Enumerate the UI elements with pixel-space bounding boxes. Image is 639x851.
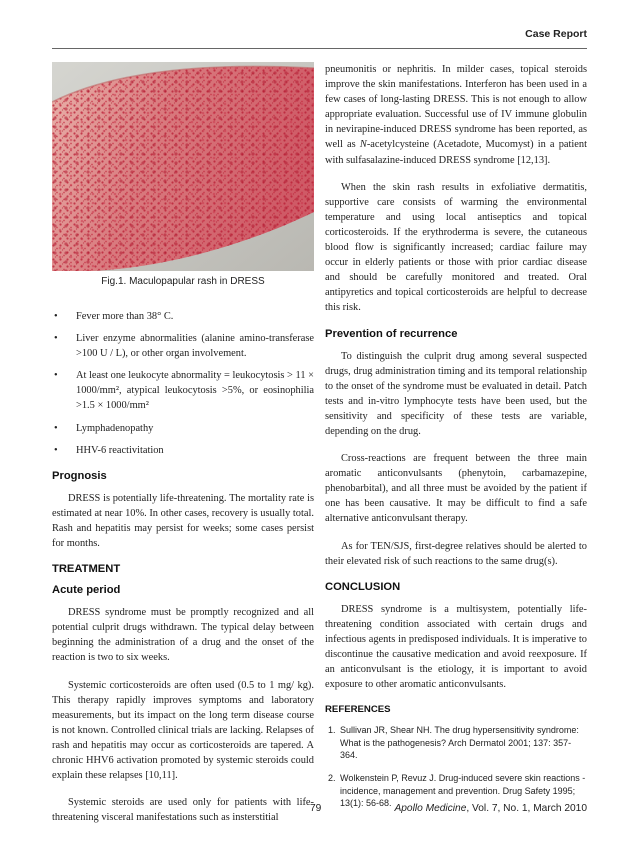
prevention-paragraph-1: To distinguish the culprit drug among several suspected drugs, drug administration timing and its temporal relationship to the onset of the syndrome must be evaluated in detail. Patch tests and in-vitro lymphocyte tests have been used, but the sensitivity and specificity of these tests are variable, depending on the drug. <box>325 350 587 437</box>
bullet-mark: • <box>54 444 58 456</box>
list-item: • Fever more than 38° C. <box>52 309 314 324</box>
rash-photo-illustration <box>52 62 314 271</box>
page-footer <box>52 803 587 817</box>
prognosis-heading: Prognosis <box>52 469 107 482</box>
acute-paragraph-1: DRESS syndrome must be promptly recognized and all potential culprit drugs withdrawn. The typical delay between beginning the administration of a drug and the onset of the reaction is two to six weeks. <box>52 607 314 664</box>
bullet-mark: • <box>54 333 58 345</box>
references-list <box>325 724 587 810</box>
list-item: • HHV-6 reactivitation <box>52 443 314 458</box>
page-number: 79 <box>310 803 322 814</box>
right-column <box>325 62 587 820</box>
acute-paragraph-2: Systemic corticosteroids are often used (0.5 to 1 mg/ kg). This therapy rapidly improves symptoms and laboratory measurements, but its impact on the long term disease course is not known. Controlled clinical trials are lacking. Relapses of rash and hepatitis may occur as corticosteroids are tapered. A chronic HHV6 activation promoted by systemic steroids could explain these relapses [10,11]. <box>52 679 314 782</box>
rash-photo <box>52 62 314 271</box>
reference-item: 1. Sullivan JR, Shear NH. The drug hypersensitivity syndrome: What is the pathogenesis? Arch Dermatol 2001; 137: 357-364. <box>328 725 579 761</box>
criteria-list <box>52 309 314 458</box>
list-item: • Liver enzyme abnormalities (alanine amino-transferase >100 U / L), or other organ involvement. <box>54 333 314 360</box>
list-item: • Lymphadenopathy <box>52 421 314 436</box>
header-rule <box>52 48 587 49</box>
prevention-heading: Prevention of recurrence <box>325 327 458 340</box>
section-label: Case Report <box>525 28 587 40</box>
list-item: • At least one leukocyte abnormality = leukocytosis > 11 × 1000/mm², atypical leukocytosis >5%, or eosinophilia >1.5 × 1000/mm² <box>54 370 314 412</box>
prevention-paragraph-3: As for TEN/SJS, first-degree relatives should be alerted to their elevated risk of such reactions to the same drug(s). <box>325 540 587 567</box>
left-column <box>52 62 314 837</box>
prevention-paragraph-2: Cross-reactions are frequent between the three main aromatic anticonvulsants (phenytoin, carbamazepine, phenobarbital), and all three must be avoided by the patient if one has been causative. It may be difficult to find a safe alternative anticonvulsant therapy. <box>325 453 587 525</box>
reference-item: 2. Wolkenstein P, Revuz J. Drug-induced severe skin reactions - incidence, management and prevention. Drug Safety 1995; 13(1): 56-68. <box>328 773 586 809</box>
bullet-mark: • <box>54 311 58 322</box>
references-heading: REFERENCES <box>325 704 391 716</box>
figure-caption: Fig.1. Maculopapular rash in DRESS <box>101 276 265 287</box>
journal-citation <box>394 803 587 814</box>
acute-paragraph-3: Systemic steroids are used only for patients with life-threatening visceral manifestations such as insterstitial <box>52 797 314 824</box>
continued-paragraph: pneumonitis or nephritis. In milder cases, topical steroids improve the skin manifestations. Interferon has been used in a few cases of long-lasting DRESS. This is not enough to allow appropriate evaluation. Successful use of IV immune globulin in nevirapine-induced DRESS syndrome has been reported, as well as N-acetylcysteine (Acetadote, Mucomyst) in a patient with sulfasalazine-induced DRESS syndrome [12,13]. <box>325 64 587 166</box>
conclusion-heading: CONCLUSION <box>325 580 401 593</box>
bullet-mark: • <box>54 370 58 382</box>
conclusion-paragraph: DRESS syndrome is a multisystem, potentially life-threatening condition associated with certain drugs and infectious agents in predisposed individuals. It is imperative to discontinue the causative medication and avoid reexposure. If an anticonvulsant is the etiology, it is important to avoid exposure to other aromatic anticonvulsants. <box>325 603 587 691</box>
journal-name: Apollo Medicine <box>394 803 467 814</box>
prognosis-paragraph: DRESS is potentially life-threatening. The mortality rate is estimated at near 10%. In other cases, recovery is usually total. Rash and hepatitis may persist for weeks; some cases persist for months. <box>52 492 314 550</box>
acute-period-heading: Acute period <box>52 584 121 597</box>
journal-details: , Vol. 7, No. 1, March 2010 <box>466 803 587 814</box>
bullet-mark: • <box>54 422 58 434</box>
skin-care-paragraph: When the skin rash results in exfoliative dermatitis, supportive care consists of warming the environmental temperature and using local antiseptics and topical corticosteroids. If the erythroderma is severe, the cutaneous blood flow is significantly increased; cardiac failure may occur in elderly patients or those with prior cardiac disease and should be carefully monitored and treated. Oral antipyretics and topical corticosteroids are helpful to decrease this risk. <box>325 181 587 314</box>
treatment-heading: TREATMENT <box>52 563 121 576</box>
